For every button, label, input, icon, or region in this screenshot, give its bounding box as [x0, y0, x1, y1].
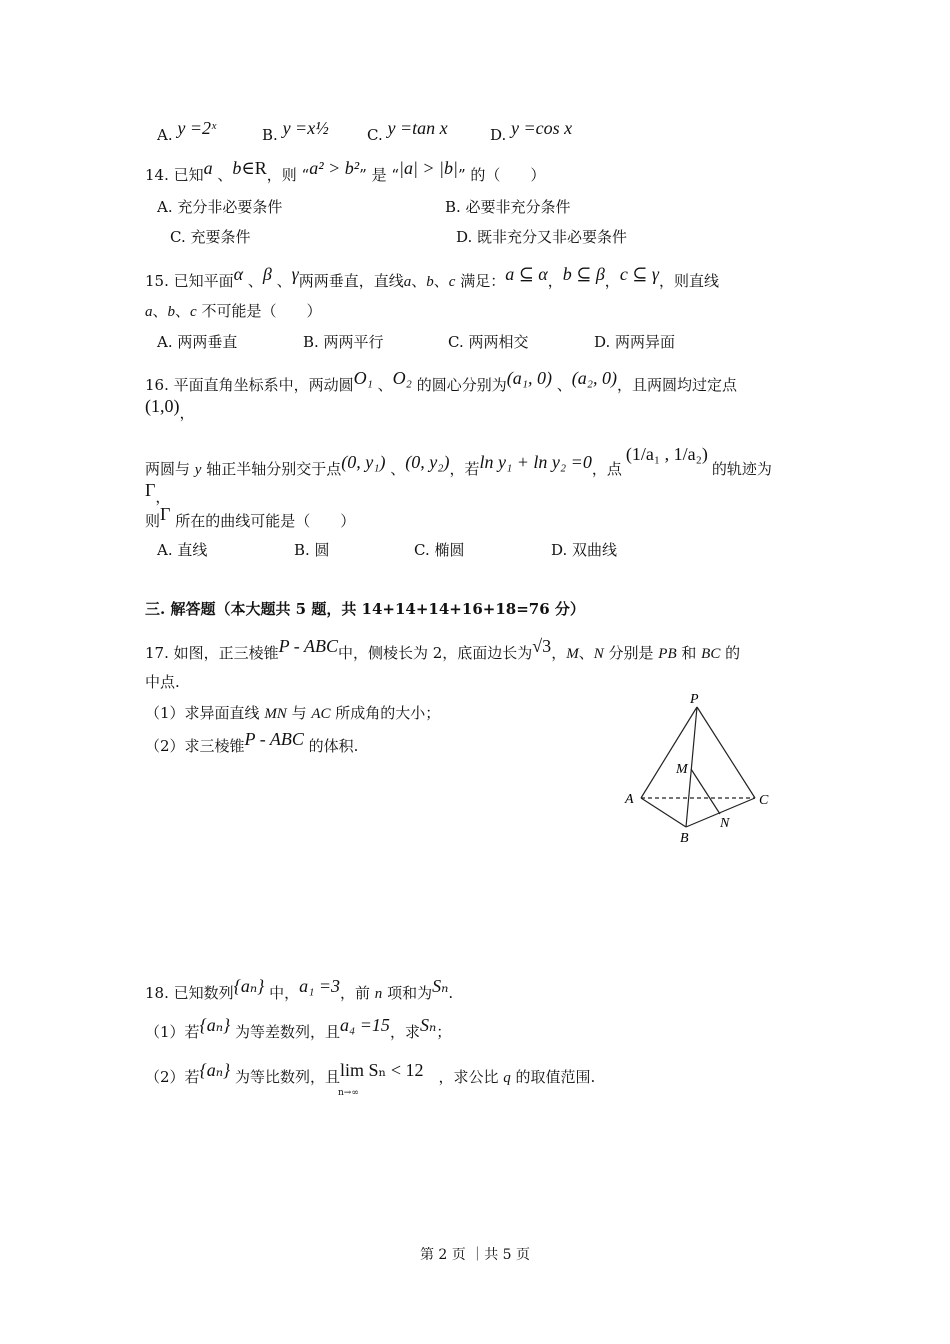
math-expression: Sₙ — [419, 1015, 437, 1035]
math-expression: n — [374, 986, 383, 1002]
text-segment: 项和为 — [382, 984, 433, 1002]
text-segment: 中， — [264, 984, 300, 1002]
math-expression: (0, y₂) — [405, 452, 450, 472]
math-expression: lim Sₙ < 12 — [340, 1060, 424, 1080]
text-segment: （1）若 — [145, 1023, 200, 1041]
math-expression: (0, y₁) — [341, 452, 386, 472]
label-m: M — [676, 762, 688, 777]
q14-option-b: B. 必要非充分条件 — [445, 198, 571, 216]
text-segment: A. — [157, 126, 178, 144]
math-expression: q — [503, 1070, 511, 1086]
q13-option-b — [262, 118, 329, 145]
text-segment: 为等比数列，且 — [230, 1068, 341, 1086]
math-expression: y =x½ — [282, 118, 329, 138]
text-segment: 不可能是（ ） — [196, 302, 322, 320]
math-expression: c — [190, 304, 197, 320]
text-segment: 、 — [433, 272, 449, 290]
q16-stem-line5 — [145, 504, 356, 531]
text-segment: 、 — [175, 302, 191, 320]
q18-lim-subscript: n→∞ — [338, 1088, 359, 1098]
text-segment: ，点 — [591, 460, 622, 478]
text-segment: 的体积. — [303, 737, 359, 755]
math-expression: {aₙ} — [199, 1015, 231, 1035]
text-segment: 所在的曲线可能是（ ） — [170, 512, 356, 530]
text-segment: 、 — [212, 166, 233, 184]
q17-part1 — [145, 703, 440, 724]
text-segment: ， — [155, 488, 171, 506]
math-expression: a — [145, 304, 153, 320]
label-n: N — [720, 816, 730, 831]
text-segment: 两圆与 — [145, 460, 195, 478]
math-expression: c — [448, 274, 456, 290]
q18-part2 — [145, 1060, 596, 1088]
text-segment: 满足： — [455, 272, 506, 290]
text-segment: 和 — [676, 644, 702, 662]
q14-option-d: D. 既非充分又非必要条件 — [456, 228, 628, 246]
q13-option-a — [157, 118, 217, 145]
text-segment: ，前 — [340, 984, 375, 1002]
math-expression: b ⊆ β — [562, 264, 605, 284]
text-segment: 18. 已知数列 — [145, 984, 234, 1002]
math-expression: AC — [311, 706, 331, 722]
math-expression: Γ — [160, 504, 171, 524]
text-segment: 、 — [578, 644, 594, 662]
q17-stem-line1 — [145, 636, 741, 664]
math-expression: b — [167, 304, 176, 320]
q16-option-d: D. 双曲线 — [551, 541, 618, 559]
label-p: P — [690, 692, 699, 707]
q15-option-b: B. 两两平行 — [303, 333, 384, 351]
text-segment: 分别是 — [603, 644, 659, 662]
q14-stem — [145, 158, 546, 185]
text-segment: （2）若 — [145, 1068, 200, 1086]
math-expression: (1,0) — [145, 396, 180, 416]
text-segment: 为等差数列，且 — [230, 1023, 341, 1041]
q13-option-c — [367, 118, 448, 145]
math-expression: a₄ =15 — [340, 1015, 390, 1035]
math-expression: √3 — [532, 636, 552, 656]
q13-option-d — [490, 118, 573, 145]
text-segment: 中点. — [145, 673, 180, 691]
q16-stem-line3-row — [145, 444, 772, 480]
text-segment: 17. 如图，正三棱锥 — [145, 644, 279, 662]
math-expression: a ⊆ α — [505, 264, 548, 284]
text-segment: （2）求三棱锥 — [145, 737, 245, 755]
math-expression: Γ — [145, 480, 156, 500]
q17-stem-line2 — [145, 672, 180, 692]
text-segment: 的取值范围. — [510, 1068, 596, 1086]
math-expression: P - ABC — [278, 636, 338, 656]
text-segment: ， — [547, 272, 563, 290]
q15-stem-line1 — [145, 264, 719, 292]
edge-ab — [641, 798, 686, 827]
q16-option-b: B. 圆 — [294, 541, 330, 559]
text-segment: （1）求异面直线 — [145, 704, 265, 722]
text-segment: 两两垂直，直线 — [298, 272, 404, 290]
math-expression: b∈ — [232, 158, 255, 178]
math-expression: R — [254, 158, 267, 178]
q16-stem-line3-end — [712, 459, 772, 479]
q17-part2 — [145, 729, 359, 756]
q15-option-a: A. 两两垂直 — [157, 333, 238, 351]
math-expression: a — [203, 158, 213, 178]
math-expression: PB — [658, 646, 677, 662]
math-expression: MN — [264, 706, 287, 722]
text-segment: ， — [551, 644, 567, 662]
q15-option-d: D. 两两异面 — [594, 333, 676, 351]
text-segment: 、 — [243, 272, 263, 290]
math-expression: (a₂, 0) — [571, 368, 617, 388]
text-segment: 与 — [286, 704, 312, 722]
math-expression: Sₙ — [432, 976, 449, 996]
text-segment: 所成角的大小； — [330, 704, 441, 722]
text-segment: 轴正半轴分别交于点 — [201, 460, 342, 478]
math-expression: y =cos x — [511, 118, 573, 138]
math-expression: y — [194, 462, 202, 478]
q18-part1 — [145, 1015, 452, 1042]
math-expression: a² > b² — [309, 158, 360, 178]
math-expression: BC — [701, 646, 721, 662]
text-segment: 14. 已知 — [145, 166, 204, 184]
q14-option-c: C. 充要条件 — [170, 228, 251, 246]
text-segment: ，则直线 — [658, 272, 719, 290]
text-segment: ，若 — [449, 460, 480, 478]
text-segment: ， — [179, 404, 195, 422]
text-segment: 、 — [385, 460, 406, 478]
math-expression: c ⊆ γ — [619, 264, 659, 284]
text-segment: ” 的（ ） — [457, 166, 546, 184]
q16-point-fraction: (1/a₁ , 1/a₂) — [625, 444, 708, 464]
text-segment: 的圆心分别为 — [411, 376, 507, 394]
text-segment: 则 — [145, 512, 161, 530]
math-expression: y =tan x — [387, 118, 448, 138]
q15-option-c: C. 两两相交 — [448, 333, 529, 351]
math-expression: O₂ — [392, 368, 412, 388]
section-heading: 三. 解答题（本大题共 5 题，共 14+14+14+16+18=76 分） — [145, 600, 585, 618]
q16-stem-line2 — [145, 396, 195, 423]
text-segment: 15. 已知平面 — [145, 272, 234, 290]
math-expression: γ — [291, 264, 299, 284]
math-expression: a₁ =3 — [299, 976, 341, 996]
text-segment: ，且两圆均过定点 — [617, 376, 738, 394]
math-expression: (a₁, 0) — [506, 368, 552, 388]
q16-option-a: A. 直线 — [157, 541, 208, 559]
text-segment: 、 — [551, 376, 572, 394]
q16-stem-line3 — [145, 452, 622, 480]
math-expression: ln y₁ + ln y₂ =0 — [479, 452, 592, 472]
text-segment: ，求公比 — [423, 1068, 504, 1086]
page-footer: 第 2 页 ｜共 5 页 — [419, 1247, 531, 1263]
math-expression: N — [593, 646, 604, 662]
math-expression: b — [426, 274, 434, 290]
segment-mn — [691, 769, 720, 814]
text-segment: 、 — [271, 272, 292, 290]
text-segment: 、 — [411, 272, 427, 290]
edge-pa — [641, 707, 697, 798]
math-expression: β — [262, 264, 272, 284]
math-expression: y =2ˣ — [177, 118, 217, 138]
math-expression: O₁ — [353, 368, 373, 388]
text-segment: C. — [367, 126, 388, 144]
q15-stem-line2 — [145, 301, 321, 322]
text-segment: 的轨迹为 — [711, 460, 772, 478]
math-expression: α — [233, 264, 244, 284]
q14-option-a: A. 充分非必要条件 — [157, 198, 283, 216]
math-expression: P - ABC — [244, 729, 304, 749]
math-expression: {aₙ} — [233, 976, 265, 996]
math-expression: M — [566, 646, 579, 662]
text-segment: 、 — [152, 302, 168, 320]
text-segment: ； — [436, 1023, 452, 1041]
text-segment: ” 是 “ — [359, 166, 400, 184]
text-segment: . — [448, 984, 454, 1002]
pyramid-figure — [600, 690, 800, 850]
text-segment: 16. 平面直角坐标系中，两动圆 — [145, 376, 354, 394]
text-segment: D. — [490, 126, 512, 144]
q16-stem-line1 — [145, 368, 738, 395]
text-segment: ， — [604, 272, 620, 290]
text-segment: B. — [262, 126, 283, 144]
text-segment: ，求 — [389, 1023, 420, 1041]
q18-stem — [145, 976, 454, 1004]
label-b: B — [680, 831, 689, 846]
label-a: A — [625, 792, 634, 807]
text-segment: 的 — [720, 644, 741, 662]
text-segment: 、 — [372, 376, 393, 394]
math-expression: a — [403, 274, 412, 290]
text-segment: ，则 “ — [266, 166, 310, 184]
edge-pc — [697, 707, 755, 798]
math-expression: |a| > |b| — [399, 158, 458, 178]
label-c: C — [759, 793, 769, 808]
q16-option-c: C. 椭圆 — [414, 541, 465, 559]
math-expression: {aₙ} — [199, 1060, 231, 1080]
text-segment: 中，侧棱长为 2，底面边长为 — [337, 644, 533, 662]
